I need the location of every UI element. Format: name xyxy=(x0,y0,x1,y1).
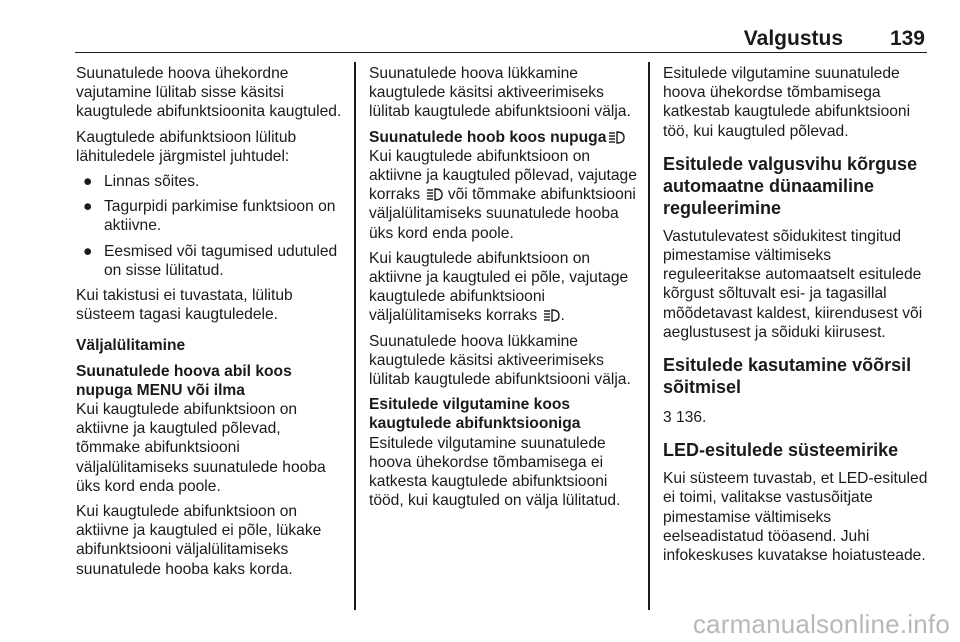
paragraph: Kui takistusi ei tuvastata, lülitub süsteem tagasi kaugtuledele. xyxy=(76,287,293,324)
column-1 xyxy=(76,64,346,585)
bullet-icon: ● xyxy=(83,242,93,260)
high-beam-assist-icon xyxy=(609,131,625,144)
watermark: carmanualsonline.info xyxy=(692,609,950,639)
page-number: 139 xyxy=(889,27,925,50)
column-divider xyxy=(648,62,650,610)
paragraph: Suunatulede hoova lükkamine kaugtulede käsitsi aktiveerimiseks lülitab kaugtulede abifunktsiooni välja. xyxy=(369,65,631,121)
bullet-icon: ● xyxy=(83,198,93,216)
paragraph: Kui kaugtulede abifunktsioon on aktiivne ja kaugtuled põlevad, vajutage korraks või tõmmake abifunktsiooni väljalülitamiseks suunatulede hooba üks kord enda poole. xyxy=(369,147,637,242)
column-2 xyxy=(369,64,644,516)
high-beam-assist-icon xyxy=(427,188,443,201)
paragraph: Kui kaugtulede abifunktsioon on aktiivne ja kaugtuled põlevad, tõmmake abifunktsiooni väljalülitamiseks suunatulede hooba üks kord enda poole. xyxy=(76,401,326,495)
paragraph: Esitulede vilgutamine suunatulede hoova ühekordse tõmbamisega katkestab kaugtulede abifunktsiooni töö, kui kaugtuled põlevad. xyxy=(663,65,911,140)
page-reference[interactable]: 3 136. xyxy=(663,409,707,427)
paragraph: Vastutulevatest sõidukitest tingitud pimestamise vältimiseks reguleeritakse automaatselt esitulede kõrgust sõltuvalt esi- ja tagasillal mõõdetavast kaldest, kiirendusest või aeglustusest ja sõiduki kiirusest. xyxy=(663,227,923,341)
paragraph: Suunatulede hoova lükkamine kaugtulede käsitsi aktiveerimiseks lülitab kaugtulede abifunktsiooni välja. xyxy=(369,332,631,389)
list-item: ● Tagurpidi parkimise funktsioon on aktiivne. xyxy=(83,198,336,235)
paragraph: Suunatulede hoova ühekordne vajutamine lülitab sisse käsitsi kaugtulede abifunktsioonita kaugtuled. xyxy=(76,65,342,121)
paragraph: Kui süsteem tuvastab, et LED-esituled ei toimi, valitakse vastusõitjate pimestamise vältimiseks eelseadistatud tööasend. Juhi infokeskuses kuvatakse hoiatusteade. xyxy=(663,470,928,565)
paragraph: Kui kaugtulede abifunktsioon on aktiivne ja kaugtuled ei põle, vajutage kaugtulede abifunktsiooni väljalülitamiseks korraks . xyxy=(369,249,629,325)
column-divider xyxy=(354,62,356,610)
page-header xyxy=(75,0,927,53)
section-heading: Väljalülitamine xyxy=(76,337,186,355)
arrow-icon: 3 xyxy=(663,409,672,427)
paragraph: Kui kaugtulede abifunktsioon on aktiivne ja kaugtuled ei põle, lükake abifunktsiooni väljalülitamiseks suunatulede hooba kaks korda. xyxy=(76,503,322,578)
header-title: Valgustus xyxy=(743,27,843,50)
column-3 xyxy=(663,64,931,571)
paragraph: Kaugtulede abifunktsioon lülitub lähituledele järgmistel juhtudel: xyxy=(76,128,297,165)
subsection-heading: Suunatulede hoob koos nupuga xyxy=(369,128,644,147)
bullet-icon: ● xyxy=(83,173,93,191)
high-beam-assist-icon xyxy=(544,309,560,322)
list-item: ● Linnas sõites. xyxy=(83,173,200,191)
paragraph: Esitulede vilgutamine suunatulede hoova ühekordse tõmbamisega ei katkesta kaugtulede abifunktsiooni tööd, kui kaugtuled on välja lülitatud. xyxy=(369,434,621,510)
section-heading: Esitulede kasutamine võõrsil sõitmisel xyxy=(663,355,912,398)
subsection-heading: Suunatulede hoova abil koos nupuga MENU või ilma xyxy=(76,362,292,399)
list-item: ● Eesmised või tagumised udutuled on sisse lülitatud. xyxy=(83,242,338,279)
subsection-heading: Esitulede vilgutamine koos kaugtulede abifunktsiooniga xyxy=(369,396,581,433)
bullet-list xyxy=(76,172,346,280)
section-heading: Esitulede valgusvihu kõrguse automaatne dünaamiline reguleerimine xyxy=(663,153,918,218)
section-heading: LED-esitulede süsteemirike xyxy=(663,440,899,461)
